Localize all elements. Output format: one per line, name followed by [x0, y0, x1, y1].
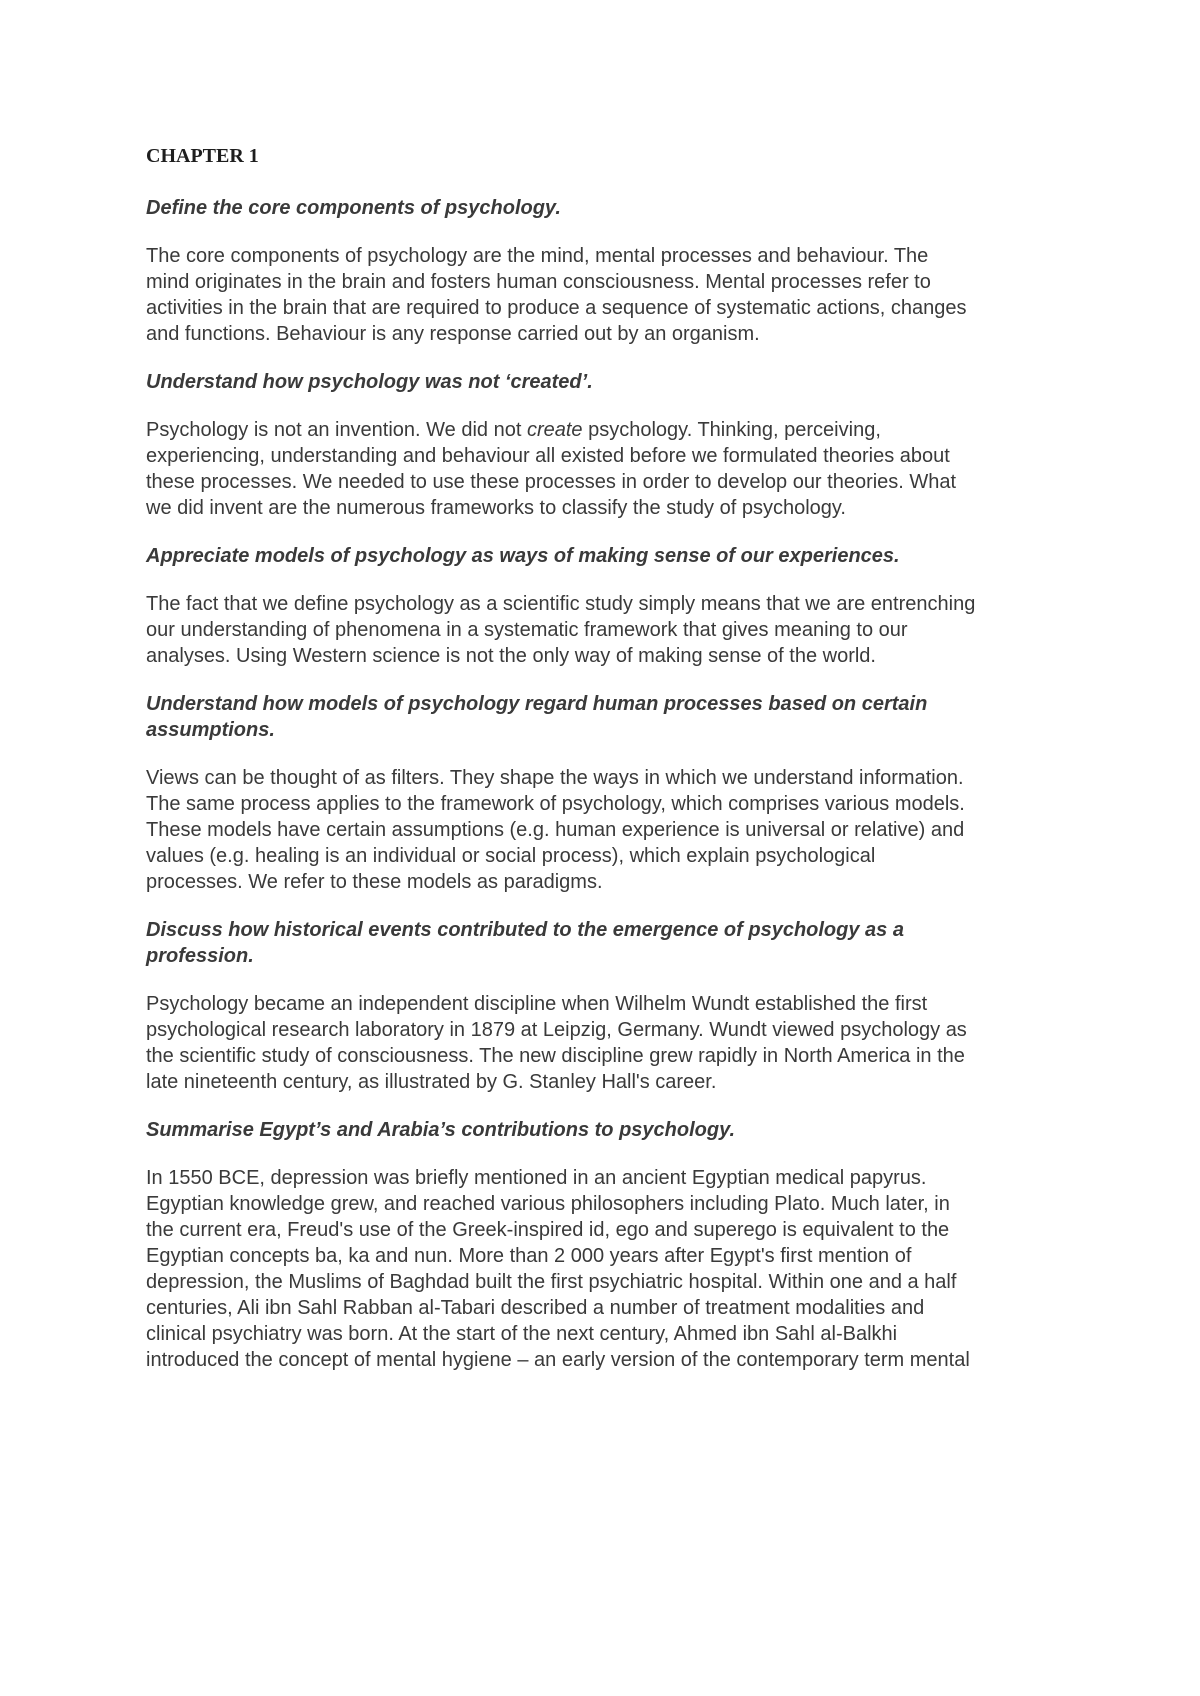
section-body-core-components: The core components of psychology are the mind, mental processes and behaviour. The mind originates in the brain and fosters human consciousness. Mental processes refer to activities in the brain that are required to produce a sequence of systematic actions, changes and functions. Behaviour is any response carried out by an organism. [146, 245, 967, 345]
body-text-segment: Psychology is not an invention. We did not [146, 419, 527, 441]
body-text-segment: psychology. Thinking, perceiving, experiencing, understanding and behaviour all existed before we formulated theories about these processes. We needed to use these processes in order to develop our theories. What we did invent are the numerous frameworks to classify the study of psychology. [146, 419, 957, 519]
document-content [146, 143, 976, 1395]
section-body-egypt-arabia: In 1550 BCE, depression was briefly mentioned in an ancient Egyptian medical papyrus. Egyptian knowledge grew, and reached various philosophers including Plato. Much later, in the current era, Freud's use of the Greek-inspired id, ego and superego is equivalent to the Egyptian concepts ba, ka and nun. More than 2 000 years after Egypt's first mention of depression, the Muslims of Baghdad built the first psychiatric hospital. Within one and a half centuries, Ali ibn Sahl Rabban al-Tabari described a number of treatment modalities and clinical psychiatry was born. At the start of the next century, Ahmed ibn Sahl al-Balkhi introduced the concept of mental hygiene – an early version of the contemporary term mental [146, 1167, 970, 1371]
chapter-title: CHAPTER 1 [146, 145, 259, 167]
section-heading-assumptions: Understand how models of psychology regard human processes based on certain assumptions. [146, 693, 928, 741]
section-heading-models-sense: Appreciate models of psychology as ways of making sense of our experiences. [146, 545, 900, 567]
section-body-historical-events: Psychology became an independent discipline when Wilhelm Wundt established the first psychological research laboratory in 1879 at Leipzig, Germany. Wundt viewed psychology as the scientific study of consciousness. The new discipline grew rapidly in North America in the late nineteenth century, as illustrated by G. Stanley Hall's career. [146, 993, 967, 1093]
section-heading-historical-events: Discuss how historical events contributed to the emergence of psychology as a profession. [146, 919, 904, 967]
section-heading-egypt-arabia: Summarise Egypt’s and Arabia’s contributions to psychology. [146, 1119, 736, 1141]
section-body-models-sense: The fact that we define psychology as a scientific study simply means that we are entrenching our understanding of phenomena in a systematic framework that gives meaning to our analyses. Using Western science is not the only way of making sense of the world. [146, 593, 976, 667]
section-heading-core-components: Define the core components of psychology. [146, 197, 561, 219]
section-heading-not-created: Understand how psychology was not ‘created’. [146, 371, 593, 393]
section-body-not-created [146, 417, 976, 521]
section-body-assumptions: Views can be thought of as filters. They shape the ways in which we understand information. The same process applies to the framework of psychology, which comprises various models. These models have certain assumptions (e.g. human experience is universal or relative) and values (e.g. healing is an individual or social process), which explain psychological processes. We refer to these models as paradigms. [146, 767, 965, 893]
emphasis-text: create [526, 419, 583, 441]
